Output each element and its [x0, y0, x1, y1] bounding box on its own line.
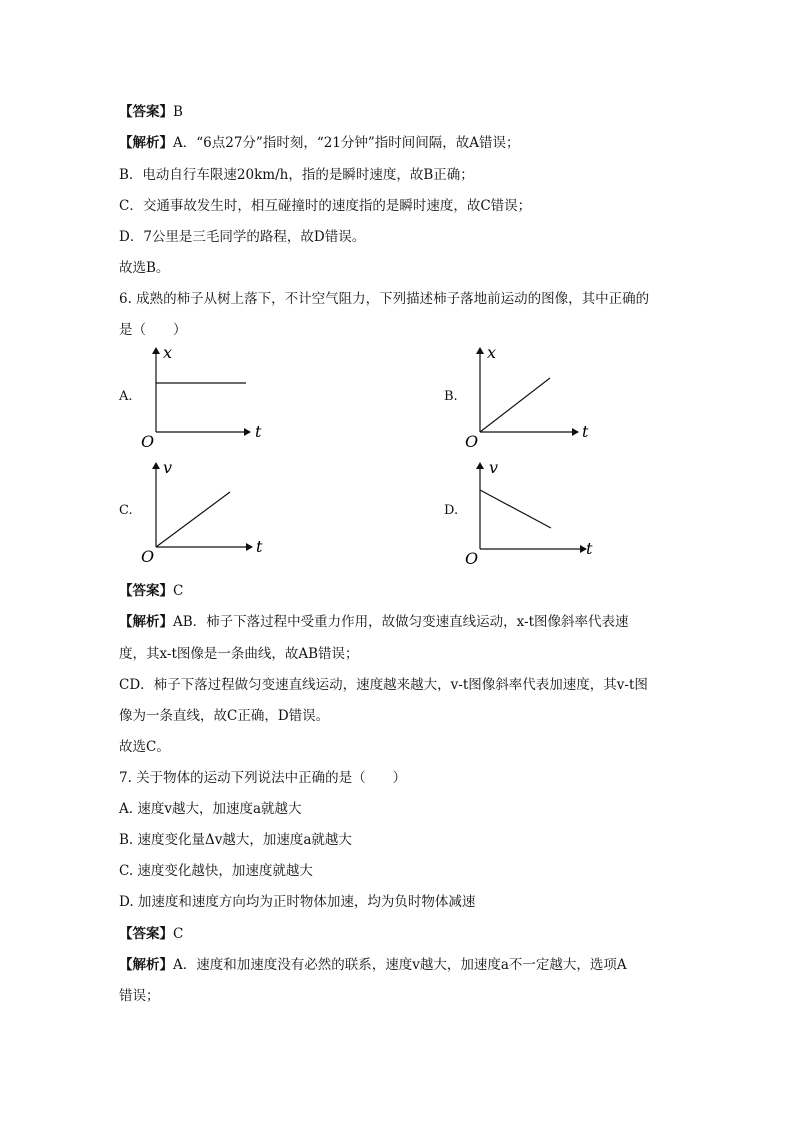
- option-c: C. 速度变化越快，加速度就越大: [119, 863, 313, 879]
- graph-line: [156, 492, 230, 547]
- analysis-text: A．“6点27分”指时刻，“21分钟”指时间间隔，故A错误；: [173, 135, 520, 151]
- question-6-stem-cont: 是（ ）: [119, 322, 187, 338]
- analysis-line: [119, 613, 629, 631]
- answer-tag: 【答案】: [119, 926, 173, 942]
- y-axis-label: x: [163, 343, 173, 362]
- y-axis-label: v: [163, 458, 173, 477]
- option-b-label: B.: [444, 389, 458, 404]
- analysis-tag: 【解析】: [119, 614, 173, 630]
- graph-line: [480, 490, 551, 528]
- option-a-label: A.: [119, 389, 133, 404]
- origin-label: O: [465, 549, 479, 568]
- x-axis-label: t: [586, 539, 593, 558]
- analysis-line: CD．柿子下落过程做匀变速直线运动，速度越来越大，v-t图像斜率代表加速度，其v-t图: [119, 677, 648, 693]
- analysis-line: [119, 956, 627, 974]
- origin-label: O: [141, 432, 155, 451]
- graph-c: [138, 455, 268, 565]
- origin-label: O: [465, 432, 479, 451]
- question-7-stem: 7. 关于物体的运动下列说法中正确的是（ ）: [119, 770, 407, 786]
- analysis-tag: 【解析】: [119, 135, 173, 151]
- origin-label: O: [141, 547, 155, 566]
- analysis-line: B．电动自行车限速20km/h，指的是瞬时速度，故B正确；: [119, 167, 474, 183]
- analysis-line: 故选C。: [119, 739, 170, 755]
- analysis-line: D．7公里是三毛同学的路程，故D错误。: [119, 229, 366, 245]
- analysis-tag: 【解析】: [119, 957, 173, 973]
- analysis-line: 故选B。: [119, 260, 170, 276]
- graph-a: [138, 340, 268, 450]
- analysis-line: [119, 134, 520, 152]
- graph-line: [480, 378, 550, 432]
- graph-b: [462, 340, 592, 450]
- analysis-text: A．速度和加速度没有必然的联系，速度v越大，加速度a不一定越大，选项A: [173, 957, 627, 973]
- answer-text: B: [173, 104, 183, 120]
- analysis-text: AB．柿子下落过程中受重力作用，故做匀变速直线运动，x-t图像斜率代表速: [173, 614, 629, 630]
- option-a: A. 速度v越大，加速度a就越大: [119, 801, 302, 817]
- analysis-line: 度，其x-t图像是一条曲线，故AB错误；: [119, 646, 359, 662]
- x-axis-label: t: [256, 537, 263, 556]
- y-axis-label: x: [487, 343, 497, 362]
- answer-line-q5: [119, 103, 183, 121]
- analysis-line: 像为一条直线，故C正确，D错误。: [119, 708, 330, 724]
- option-d: D. 加速度和速度方向均为正时物体加速，均为负时物体减速: [119, 894, 476, 910]
- answer-line-q7: [119, 925, 183, 943]
- question-6-stem: 6. 成熟的柿子从树上落下，不计空气阻力，下列描述柿子落地前运动的图像，其中正确的: [119, 291, 650, 307]
- x-axis-label: t: [582, 422, 589, 441]
- option-d-label: D.: [444, 503, 459, 518]
- option-b: B. 速度变化量Δv越大，加速度a就越大: [119, 832, 352, 848]
- answer-tag: 【答案】: [119, 104, 173, 120]
- analysis-line: C．交通事故发生时，相互碰撞时的速度指的是瞬时速度，故C错误；: [119, 198, 532, 214]
- option-c-label: C.: [119, 503, 133, 518]
- x-axis-label: t: [255, 422, 262, 441]
- analysis-line: 错误；: [119, 988, 160, 1004]
- answer-text: C: [173, 926, 184, 942]
- answer-text: C: [173, 583, 184, 599]
- y-axis-label: v: [489, 458, 499, 477]
- answer-line-q6: [119, 582, 183, 600]
- graph-d: [462, 455, 602, 568]
- answer-tag: 【答案】: [119, 583, 173, 599]
